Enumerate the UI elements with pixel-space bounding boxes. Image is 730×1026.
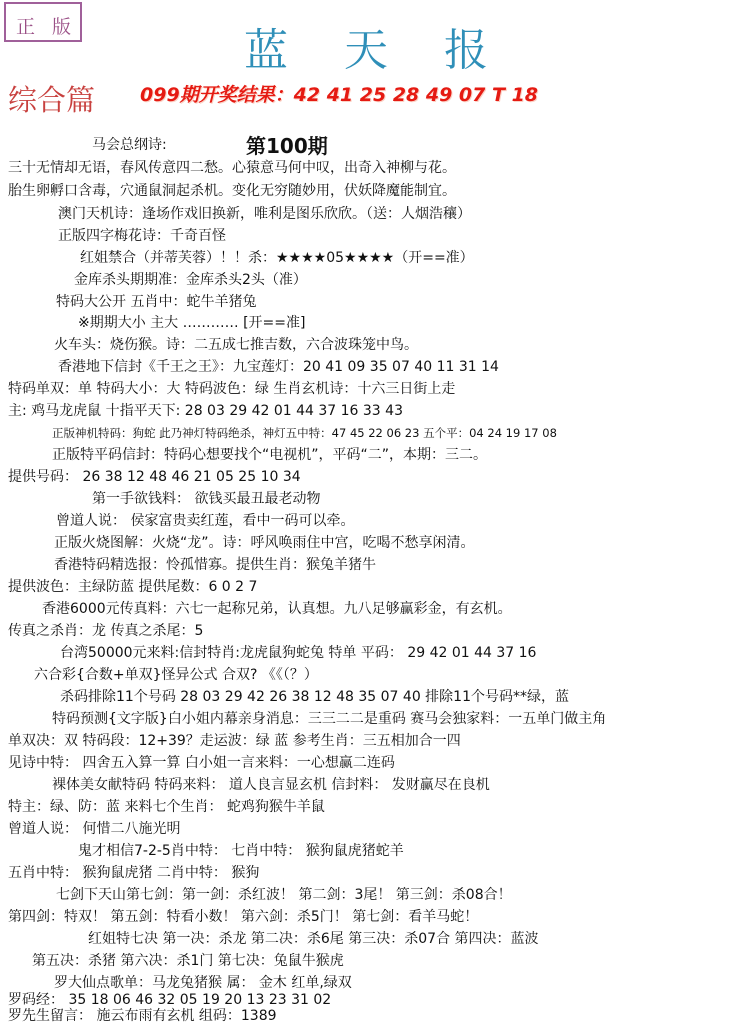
title-char: 天 xyxy=(344,25,388,76)
text-line: 马会总纲诗: xyxy=(92,137,167,153)
text-line: 正版神机特码：狗蛇 此乃神灯特码绝杀，神灯五中特：47 45 22 06 23 五个平：04 24 19 17 08 xyxy=(52,426,557,440)
text-line: 曾道人说： 侯家富贵卖红莲，看中一码可以牵。 xyxy=(56,513,355,529)
text-line: 提供号码： 26 38 12 48 46 21 05 25 10 34 xyxy=(8,469,301,485)
text-line: 特主：绿、防：蓝 来料七个生肖： 蛇鸡狗猴牛羊鼠 xyxy=(8,799,325,815)
text-line: ※期期大小 主大 ………… [开==准] xyxy=(78,315,306,331)
text-line: 香港地下信封《千王之王》：九宝莲灯：20 41 09 35 07 40 11 31 14 xyxy=(58,359,499,375)
text-line: 金库杀头期期准：金库杀头2头（准） xyxy=(74,272,307,288)
text-line: 罗码经： 35 18 06 46 32 05 19 20 13 23 31 02 xyxy=(8,992,332,1008)
page-title xyxy=(240,14,500,76)
text-line: 主: 鸡马龙虎鼠 十指平天下: 28 03 29 42 01 44 37 16 33 43 xyxy=(8,403,403,419)
text-line: 胎生卵孵口含毒，穴通鼠洞起杀机。变化无穷随妙用，伏妖降魔能制宜。 xyxy=(8,183,456,199)
text-line: 七剑下天山第七剑：第一剑：杀红波！ 第二剑：3尾！ 第三剑：杀08合！ xyxy=(56,887,512,903)
text-line: 澳门天机诗：逢场作戏旧换新，唯利是图乐欣欣。（送：人烟浩穰） xyxy=(58,206,471,222)
text-line: 鬼才相信7-2-5肖中特： 七肖中特： 猴狗鼠虎猪蛇羊 xyxy=(78,843,404,859)
text-line: 罗先生留言： 施云布雨有玄机 组码：1389 xyxy=(8,1008,277,1024)
text-line: 裸体美女献特码 特码来料： 道人良言显玄机 信封料： 发财赢尽在良机 xyxy=(52,777,490,793)
text-line: 香港特码精选报：怜孤惜寡。提供生肖：猴兔羊猪牛 xyxy=(54,557,376,573)
draw-result: 099期开奖结果：42 41 25 28 49 07 T 18 xyxy=(140,84,539,106)
issue-number: 第100期 xyxy=(246,134,328,158)
text-line: 红姐禁合（并蒂芙蓉）！！杀：★★★★05★★★★（开==准） xyxy=(80,250,474,266)
text-line: 香港6000元传真料：六七一起称兄弟，认真想。九八足够赢彩金，有玄机。 xyxy=(42,601,512,617)
title-char: 蓝 xyxy=(244,25,288,76)
text-line: 特码预测{文字版}白小姐内幕亲身消息：三三二二是重码 赛马会独家料：一五单门做主角 xyxy=(52,711,607,727)
text-line: 单双决：双 特码段：12+39？走运波：绿 蓝 参考生肖：三五相加合一四 xyxy=(8,733,461,749)
text-line: 罗大仙点歌单：马龙兔猪猴 属： 金木 红单,绿双 xyxy=(54,975,352,991)
text-line: 第四剑：特双！ 第五剑：特看小数！ 第六剑：杀5门！ 第七剑：看羊马蛇！ xyxy=(8,909,479,925)
text-line: 台湾50000元来料:信封特肖:龙虎鼠狗蛇兔 特单 平码： 29 42 01 44 37 16 xyxy=(60,645,537,661)
text-line: 特码单双：单 特码大小：大 特码波色：绿 生肖玄机诗：十六三日街上走 xyxy=(8,381,456,397)
text-line: 特码大公开 五肖中：蛇牛羊猪兔 xyxy=(56,294,257,310)
text-line: 第五决：杀猪 第六决：杀1门 第七决：兔鼠牛猴虎 xyxy=(32,953,344,969)
text-line: 正版特平码信封：特码心想要找个“电视机”，平码“二”，本期：三二。 xyxy=(52,447,488,463)
text-line: 三十无情却无语，春风传意四二愁。心猿意马何中叹，出奇入神柳与花。 xyxy=(8,160,456,176)
text-line: 正版四字梅花诗：千奇百怪 xyxy=(58,228,226,244)
text-line: 第一手欲钱料： 欲钱买最丑最老动物 xyxy=(92,491,321,507)
text-line: 传真之杀肖：龙 传真之杀尾：5 xyxy=(8,623,204,639)
badge-char: 版 xyxy=(52,16,72,38)
category-label: 综合篇 xyxy=(8,83,96,117)
text-line: 提供波色：主绿防蓝 提供尾数：6 0 2 7 xyxy=(8,579,258,595)
title-char: 报 xyxy=(444,25,488,76)
text-line: 杀码排除11个号码 28 03 29 42 26 38 12 48 35 07 40 排除11个号码**绿，蓝 xyxy=(60,689,569,705)
badge-char: 正 xyxy=(16,16,36,38)
text-line: 红姐特七决 第一决：杀龙 第二决：杀6尾 第三决：杀07合 第四决：蓝波 xyxy=(88,931,539,947)
authentic-badge xyxy=(4,2,82,42)
text-line: 见诗中特： 四舍五入算一算 白小姐一言来料：一心想赢二连码 xyxy=(8,755,395,771)
text-line: 正版火烧图解：火烧“龙”。诗：呼风唤雨住中宫，吃喝不愁享闲清。 xyxy=(54,535,475,551)
text-line: 火车头：烧伤猴。诗：二五成七推吉数，六合波珠笼中鸟。 xyxy=(54,337,418,353)
text-line: 五肖中特： 猴狗鼠虎猪 二肖中特： 猴狗 xyxy=(8,865,260,881)
text-line: 曾道人说： 何惜二八施光明 xyxy=(8,821,181,837)
text-line: 六合彩{合数+单双}怪异公式 合双? 《《（？） xyxy=(34,667,318,683)
